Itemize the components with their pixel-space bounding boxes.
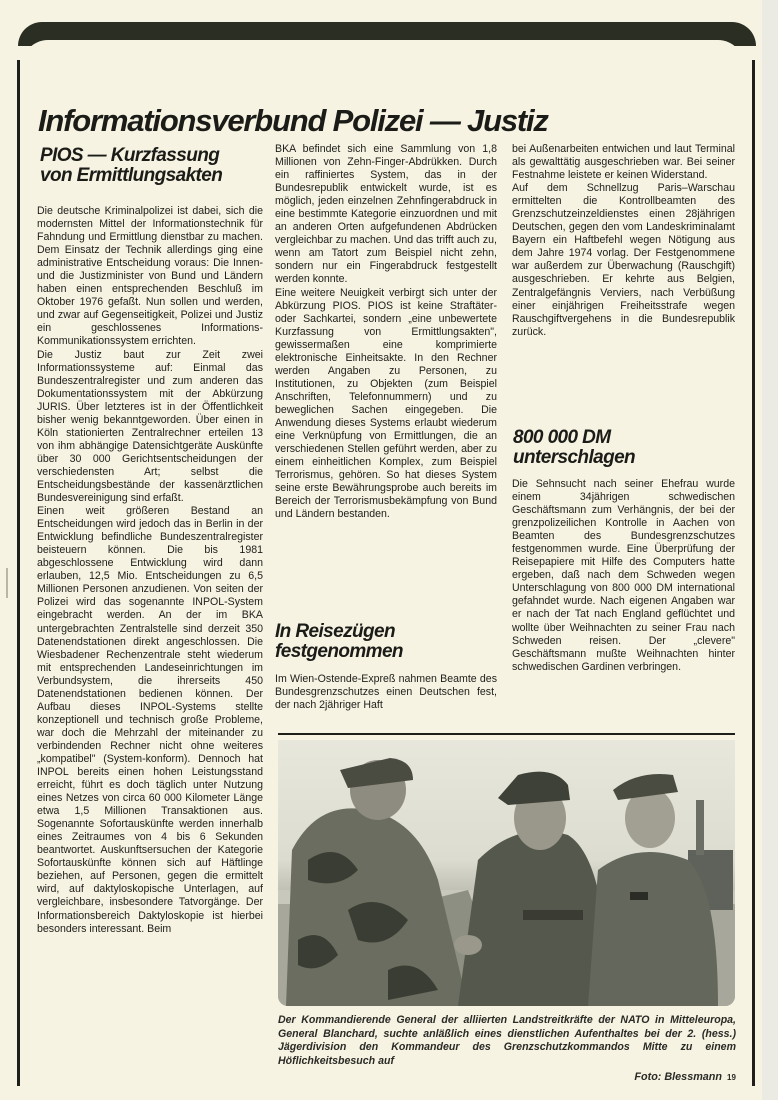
page-outer-margin xyxy=(762,0,778,1100)
frame-left-rule xyxy=(17,60,20,1086)
paragraph: Die Sehnsucht nach seiner Ehefrau wurde einem 34jährigen schwedischen Geschäftsmann zum Verhängnis, der bei der grenzpolizeilichen Kontrolle in Aachen von Beamten des Bundesgrenzschutzes festgenommen wurde. Eine Überprüfung der Reisepapiere mit Hilfe des Computers hatte ergeben, daß nach dem Schweden wegen Unterschlagung von 800 000 DM international gefahndet wurde. Nach eigenen Angaben war er nach der Tat nach England geflüchtet und wollte über Weihnachten zu seiner Frau nach Schweden reisen. Der „clevere" Geschäftsmann mußte Weihnachten hinter schwedischen Gardinen verbringen. xyxy=(512,478,735,673)
scan-artifact xyxy=(6,568,8,598)
article-headline-800000-dm xyxy=(513,428,735,468)
news-photo xyxy=(278,740,735,1006)
paragraph: bei Außenarbeiten entwichen und laut Terminal als gewalttätig ausgeschrieben war. Bei seiner Festnahme leistete er keinen Widerstand. xyxy=(512,143,735,182)
column-3-article-3 xyxy=(512,478,735,674)
paragraph: Auf dem Schnellzug Paris–Warschau ermittelten die Kontrollbeamten des Grenzschutzeinzeldienstes einen 28jährigen Deutschen, gegen den vom Landeskriminalamt Bayern ein Haftbefehl wegen Nötigung aus dem Jahre 1974 vorlag. Der Festgenommene war außerdem zur Überwachung (Rauschgift) ausgeschrieben. Er kehrte aus Belgien, Zentralgefängnis Verviers, nach Verbüßung einer einjährigen Freiheitsstrafe wegen Rauschgiftvergehens in die Bundesrepublik zurück. xyxy=(512,182,735,338)
paragraph: Einen weit größeren Bestand an Entscheidungen wird jedoch das in Berlin in der Entwicklung befindliche Bundeszentralregister beisteuern können. Die bis 1981 abgeschlossene Entwicklung wird dann erlauben, 12,5 Mio. Entscheidungen zu 6,5 Millionen Personen anzudienen. Von seiten der Polizei wird das sogenannte INPOL-System eingebracht werden. An der im BKA untergebrachten Zentralstelle sind derzeit 350 Datenendstationen direkt angeschlossen. Die Wiesbadener Rechenzentrale steht wiederum mit entsprechenden Landeseinrichtungen im Verbundsystem, die ihrerseits 450 Datenendstationen bedienen können. Der Aufbau dieses INPOL-Systems stellte konzeptionell und technisch große Probleme, war doch die Mehrzahl der miteinander zu verbindenden Rechner nicht ohne weiteres „kompatibel" (System-konform). Dennoch hat INPOL bereits einen hohen Leistungsstand erreicht, führt es doch täglich unter Nutzung eines Netzes von circa 60 000 Kilometer Länge etwa 1,5 Millionen Transaktionen aus. Sogenannte Sofortauskünfte werden innerhalb eines Zeitraumes von 4 bis 6 Sekunden beantwortet. Auskunftsersuchen der Kategorie Sofortauskünfte können sich auf Häftlinge beziehen, auf Personen, gegen die ermittelt wird, auf daktyloskopische Unterlagen, auf vergleichbare, insbesondere Tatvorgänge. Der Informationsbereich Daktyloskopie ist hierbei besonders interessant. Beim xyxy=(37,505,263,935)
paragraph: Im Wien-Ostende-Expreß nahmen Beamte des Bundesgrenzschutzes einen Deutschen fest, der nach 2jähriger Haft xyxy=(275,673,497,712)
column-2 xyxy=(275,143,497,521)
headline-line: festgenommen xyxy=(275,641,403,662)
photo-top-rule xyxy=(278,733,735,735)
headline-line: In Reisezügen xyxy=(275,621,395,642)
article-headline-reisezuegen xyxy=(275,622,497,662)
headline-line: von Ermittlungsakten xyxy=(40,165,223,186)
page-title: Informationsverbund Polizei — Justiz xyxy=(38,102,548,138)
photo-caption: Der Kommandierende General der alliierten Landstreitkräfte der NATO in Mitteleuropa, General Blanchard, suchte anläßlich eines dienstlichen Aufenthaltes bei der 2. (hess.) Jägerdivision den Kommandeur des Grenzschutzkommandos Mitte zu einem Höflichkeitsbesuch auf xyxy=(278,1014,736,1067)
photo-illustration xyxy=(278,740,735,1006)
headline-line: PIOS — Kurzfassung xyxy=(40,145,220,166)
paragraph: Die Justiz baut zur Zeit zwei Informationssysteme auf: Einmal das Bundeszentralregister und zum anderen das Dokumentationssystem mit der Abkürzung JURIS. Über letzteres ist in der Öffentlichkeit bisher wenig bekanntgeworden. Über einen in Köln stationierten Zentralrechner erteilen 13 von ihm abhängige Datensichtgeräte Auskünfte über 30 000 Gerichtsentscheidungen der verschiedensten Art; selbst die Entscheidungsbestände der kassenärztlichen Bundesvereinigung sind erfaßt. xyxy=(37,348,263,505)
article-headline-pios xyxy=(40,146,266,186)
frame-right-rule xyxy=(752,60,755,1086)
column-3 xyxy=(512,143,735,339)
paragraph: Die deutsche Kriminalpolizei ist dabei, sich die modernsten Mittel der Informationstechnik für Fahndung und Ermittlung dienstbar zu machen. Dem Einsatz der Technik allerdings ging eine administrative Entscheidung voraus: Die Innen- und die Justizminister von Bund und Ländern haben einen entsprechenden Beschluß im Oktober 1976 gefaßt. Nun sollen und werden, und zwar auf Gegenseitigkeit, Polizei und Justiz ein geschlossenes Informations-Kommunikationssystem errichten. xyxy=(37,205,263,348)
paragraph: BKA befindet sich eine Sammlung von 1,8 Millionen von Zehn-Finger-Abdrükken. Durch ein raffiniertes System, das in der Bundesrepublik entwickelt wurde, ist es möglich, jeden einzelnen Zehnfingerabdruck in eine bestimmte Kategorie einzuordnen und mit an anderen Orten aufgefundenen Abdrücken vergleichbar zu machen. Und das trifft auch zu, wenn am Tatort zum Beispiel nicht zehn, sondern nur ein Fingerabdruck festgestellt werden konnte. xyxy=(275,143,497,286)
photo-credit: Foto: Blessmann xyxy=(634,1071,722,1083)
frame-top-bar-inner xyxy=(22,40,744,70)
headline-line: unterschlagen xyxy=(513,447,636,468)
paragraph: Eine weitere Neuigkeit verbirgt sich unter der Abkürzung PIOS. PIOS ist keine Straftäter- oder Sachkartei, sondern „eine unbewertete Kurzfassung von Ermittlungsakten", gewissermaßen eine komprimierte elektronische Einheitsakte. In den Rechner werden Angaben zu Personen, zu Institutionen, zu Objekten (zum Beispiel Anschriften, Telefonnummern) und zu beweglichen Sachen eingegeben. Die Anwendung dieses Systems erlaubt wiederum eine Verknüpfung von Ermittlungen, die an verschiedenen Stellen geführt werden, aber zu einem einheitlichen Komplex, zum Beispiel Terrorismus, gehören. So hat dieses System seine erste Bewährungsprobe auch bereits im Bereich der Terrorismusbekämpfung von Bund und Ländern bestanden. xyxy=(275,286,497,521)
column-1 xyxy=(37,205,263,936)
page-number: 19 xyxy=(727,1073,736,1082)
column-2-article-2 xyxy=(275,673,497,712)
headline-line: 800 000 DM xyxy=(513,427,611,448)
